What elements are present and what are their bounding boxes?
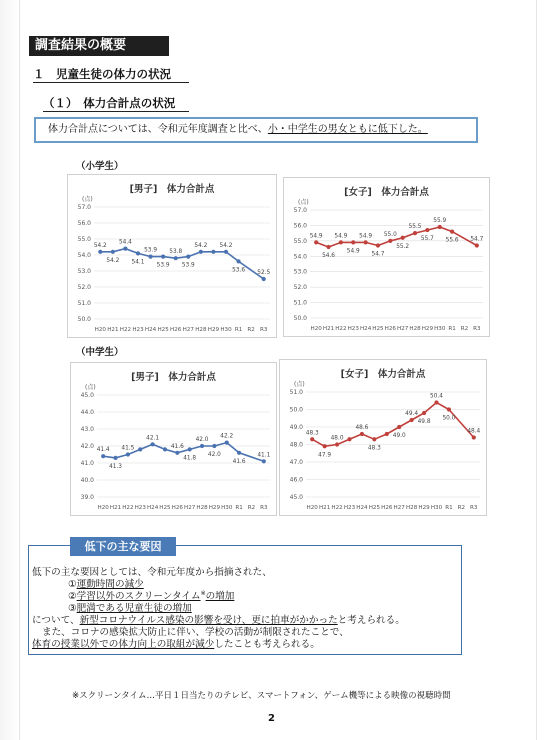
factors-title: 低下の主な要因 [70, 537, 176, 556]
y-tick-label: 54.0 [293, 253, 307, 261]
factor-marker: ③ [68, 603, 77, 614]
x-tick-label: H22 [335, 326, 347, 332]
data-label: 53.6 [232, 267, 246, 274]
x-tick-label: H21 [318, 505, 331, 511]
chart-title: [男子] 体力合計点 [129, 184, 215, 195]
data-point [199, 250, 203, 254]
data-point [186, 255, 190, 259]
x-tick-label: R2 [457, 505, 466, 511]
x-tick-label: R3 [473, 326, 481, 332]
y-tick-label: 49.0 [289, 424, 303, 431]
data-point [326, 245, 330, 249]
x-tick-label: H21 [322, 326, 335, 332]
data-point [163, 447, 167, 451]
data-label: 48.3 [367, 445, 381, 452]
data-label: 54.9 [346, 248, 360, 255]
data-label: 41.5 [121, 445, 135, 452]
data-point [136, 251, 140, 255]
x-tick-label: H26 [384, 326, 396, 332]
x-tick-label: H29 [418, 505, 430, 511]
y-tick-label: 56.0 [77, 220, 91, 227]
chart-title: [女子] 体力合計点 [340, 369, 426, 380]
x-tick-label: H30 [434, 326, 446, 332]
data-label: 41.6 [170, 443, 184, 450]
data-label: 49.4 [405, 411, 419, 417]
chart-junior-boys-svg [71, 363, 276, 515]
y-tick-label: 51.0 [77, 300, 91, 307]
data-label: 50.4 [430, 393, 443, 400]
data-label: 50.0 [442, 415, 456, 422]
x-tick-label: H28 [196, 505, 208, 511]
data-point [447, 407, 451, 411]
x-tick-label: H28 [195, 327, 207, 333]
x-tick-label: R2 [460, 326, 469, 332]
x-tick-label: H27 [182, 327, 194, 333]
data-point [401, 236, 405, 240]
y-tick-label: 51.0 [293, 299, 307, 307]
junior-high-label: （中学生） [76, 347, 124, 358]
data-label: 53.9 [156, 262, 170, 269]
y-tick-label: 51.0 [289, 389, 303, 396]
data-label: 54.9 [309, 233, 323, 240]
data-label: 54.7 [371, 251, 385, 258]
data-label: 54.6 [322, 253, 335, 260]
data-label: 54.9 [334, 233, 348, 240]
y-tick-label: 45.0 [80, 392, 94, 399]
x-tick-label: H27 [184, 505, 196, 511]
x-tick-label: H23 [134, 505, 146, 511]
data-label: 49.0 [392, 433, 406, 439]
y-tick-label: 45.0 [289, 494, 303, 501]
data-point [347, 437, 351, 441]
y-tick-label: 53.0 [293, 268, 307, 276]
x-tick-label: H22 [119, 327, 132, 333]
y-tick-label: 52.0 [293, 284, 307, 292]
chart-elementary-boys-svg [68, 175, 276, 337]
x-tick-label: H23 [132, 327, 144, 333]
x-tick-label: H30 [221, 505, 233, 511]
x-tick-label: H24 [359, 326, 372, 332]
x-tick-label: R1 [234, 327, 243, 333]
data-label: 54.9 [359, 233, 373, 240]
data-label: 53.9 [181, 262, 195, 269]
data-point [335, 442, 339, 446]
x-tick-label: H20 [310, 326, 322, 332]
data-point [113, 456, 117, 460]
data-point [450, 230, 454, 234]
data-point [434, 400, 438, 404]
data-label: 42.0 [207, 452, 221, 458]
section-title-underline [33, 82, 189, 83]
x-tick-label: R3 [259, 327, 268, 333]
x-tick-label: H24 [356, 505, 368, 511]
data-label: 54.1 [131, 259, 145, 266]
data-point [438, 225, 442, 229]
factor-item-3: 肥満である児童生徒の増加 [76, 603, 192, 614]
y-tick-label: 57.0 [77, 204, 91, 211]
data-point [323, 444, 327, 448]
x-tick-label: R2 [247, 327, 255, 333]
data-label: 54.2 [194, 242, 208, 249]
factor-item-1: 運動時間の減少 [76, 579, 144, 590]
x-tick-label: H26 [170, 327, 182, 333]
data-point [224, 250, 228, 254]
y-tick-label: 42.0 [80, 443, 94, 450]
data-point [101, 454, 105, 458]
y-tick-label: 50.0 [293, 315, 307, 322]
chart-title: [女子] 体力合計点 [344, 187, 429, 198]
y-tick-label: 53.0 [77, 268, 91, 275]
data-point [372, 437, 376, 441]
data-point [126, 452, 130, 456]
data-point [339, 240, 343, 244]
y-tick-label: 46.0 [289, 476, 303, 484]
factor-line-7 [32, 636, 320, 650]
data-label: 47.9 [318, 452, 332, 459]
x-tick-label: H26 [381, 505, 393, 511]
data-label: 42.2 [220, 433, 234, 440]
subsection-title-underline [43, 111, 189, 112]
data-point [236, 259, 240, 263]
x-tick-label: H23 [347, 326, 359, 332]
y-tick-label: 40.0 [80, 477, 94, 484]
data-point [364, 240, 368, 244]
data-point [422, 411, 426, 415]
footnote-mark: ※ [200, 589, 206, 597]
data-point [360, 432, 364, 436]
data-label: 54.2 [106, 257, 120, 264]
data-point [151, 442, 155, 446]
data-label: 41.1 [257, 452, 271, 459]
x-tick-label: R1 [445, 505, 453, 511]
y-axis-unit: (点) [294, 381, 305, 388]
data-label: 42.1 [146, 435, 160, 442]
x-tick-label: H28 [405, 505, 418, 511]
data-point [212, 444, 216, 448]
data-label: 52.5 [257, 270, 271, 276]
data-point [262, 459, 266, 463]
subsection-title: （１） 体力合計点の状況 [43, 96, 176, 110]
data-point [425, 228, 429, 232]
x-tick-label: H29 [207, 327, 220, 333]
data-label: 55.2 [396, 243, 410, 250]
data-point [475, 243, 479, 247]
data-point [237, 451, 241, 455]
factor-text: について、 [32, 615, 80, 626]
data-point [148, 255, 152, 259]
factor-text: と考えられる。 [337, 615, 405, 626]
data-point [388, 239, 392, 243]
data-label: 42.0 [195, 437, 209, 443]
data-label: 55.6 [445, 237, 459, 244]
x-tick-label: H30 [430, 505, 443, 511]
data-label: 55.9 [433, 217, 447, 224]
data-point [111, 250, 115, 254]
y-axis-unit: (点) [298, 199, 309, 206]
y-tick-label: 44.0 [80, 409, 94, 416]
summary-emphasis: 小・中学生の男女ともに低下した。 [267, 124, 428, 135]
data-point [174, 256, 178, 260]
x-tick-label: H25 [157, 327, 169, 333]
x-tick-label: H24 [144, 327, 157, 333]
factor-marker: ② [68, 591, 77, 602]
chart-junior-girls [279, 359, 487, 516]
footnote: ※スクリーンタイム…平日１日当たりのテレビ、スマートフォン、ゲーム機等による映像の視聴時間 [72, 691, 451, 701]
factor-text: 低下の主な要因としては、令和元年度から指摘された、 [32, 567, 272, 578]
data-label: 54.7 [470, 236, 484, 243]
x-tick-label: R1 [235, 505, 243, 511]
x-tick-label: H21 [109, 505, 122, 511]
data-point [211, 250, 215, 254]
data-point [314, 240, 318, 244]
data-label: 54.2 [219, 242, 233, 249]
data-label: 54.2 [93, 242, 107, 249]
summary-text: 体力合計点については、令和元年度調査と比べ、 [48, 124, 268, 135]
data-point [351, 240, 355, 244]
x-tick-label: H20 [97, 505, 109, 511]
data-point [98, 250, 102, 254]
data-label: 41.8 [183, 455, 197, 462]
factor-text: したことも考えられる。 [214, 639, 320, 650]
chart-elementary-girls-svg [284, 178, 489, 336]
x-tick-label: H25 [159, 505, 171, 511]
data-label: 55.0 [383, 231, 397, 238]
elementary-label: （小学生） [76, 161, 124, 172]
y-axis-unit: (点) [82, 196, 93, 203]
factor-emphasis: 体育の授業以外での体力向上の取組が減少 [32, 639, 215, 650]
x-tick-label: H21 [107, 327, 119, 333]
x-tick-label: H28 [409, 326, 421, 332]
factor-marker: ① [68, 579, 77, 590]
y-axis-unit: (点) [85, 384, 96, 391]
data-point [200, 444, 204, 448]
section-title: １ 児童生徒の体力の状況 [33, 67, 171, 81]
x-tick-label: H20 [94, 327, 106, 333]
y-tick-label: 47.0 [289, 459, 303, 466]
x-tick-label: H22 [331, 505, 343, 511]
y-tick-label: 39.0 [80, 494, 94, 501]
y-tick-label: 48.0 [289, 441, 303, 449]
page-edge [0, 0, 20, 740]
data-label: 48.4 [467, 428, 481, 435]
chart-junior-boys [70, 362, 277, 516]
x-tick-label: H26 [171, 505, 183, 511]
data-label: 48.3 [305, 430, 319, 437]
data-point [138, 447, 142, 451]
x-tick-label: H22 [122, 505, 134, 511]
data-label: 41.3 [109, 463, 122, 470]
factor-emphasis: 新型コロナウイルス感染の影響を受け、更に拍車がかかった [79, 615, 338, 626]
data-label: 48.0 [330, 435, 344, 442]
data-label: 49.8 [417, 419, 431, 425]
data-point [123, 247, 127, 251]
x-tick-label: H23 [343, 505, 356, 511]
data-point [413, 231, 417, 235]
x-tick-label: R2 [247, 505, 256, 511]
chart-elementary-girls [283, 177, 490, 337]
x-tick-label: H24 [146, 505, 159, 511]
y-tick-label: 50.0 [289, 406, 303, 414]
factor-text: また、コロナの感染拡大防止に伴い、学校の活動が制限されたことで、 [42, 627, 349, 638]
data-point [175, 451, 179, 455]
x-tick-label: H30 [220, 327, 232, 333]
chart-elementary-boys [67, 174, 277, 338]
x-tick-label: H29 [208, 505, 221, 511]
page-number: 2 [268, 713, 275, 724]
data-label: 53.8 [169, 249, 183, 256]
data-label: 53.9 [144, 247, 158, 254]
data-point [397, 425, 401, 429]
factor-item-2: 学習以外のスクリーンタイム [76, 591, 201, 602]
data-point [225, 441, 229, 445]
y-tick-label: 55.0 [77, 236, 91, 243]
y-tick-label: 43.0 [80, 426, 94, 433]
data-label: 54.4 [118, 239, 132, 246]
chart-title: [男子] 体力合計点 [131, 372, 216, 383]
data-label: 41.4 [96, 447, 110, 454]
data-label: 55.7 [420, 236, 434, 243]
factor-item-2-end: の増加 [205, 591, 235, 602]
x-tick-label: H25 [368, 505, 381, 511]
data-point [310, 437, 314, 441]
data-label: 48.6 [355, 425, 369, 431]
y-tick-label: 55.0 [293, 237, 307, 245]
y-tick-label: 54.0 [77, 252, 91, 259]
data-point [385, 432, 389, 436]
x-tick-label: H27 [393, 505, 405, 511]
page-heading: 調査結果の概要 [29, 36, 169, 56]
y-tick-label: 50.0 [77, 316, 91, 323]
x-tick-label: R3 [260, 505, 268, 511]
data-point [472, 435, 476, 439]
data-label: 41.6 [232, 458, 246, 465]
x-tick-label: H25 [372, 326, 384, 332]
x-tick-label: R3 [470, 505, 478, 511]
data-point [262, 277, 266, 281]
data-point [376, 243, 380, 247]
y-tick-label: 41.0 [80, 460, 94, 467]
data-point [161, 255, 165, 259]
x-tick-label: H27 [397, 326, 409, 332]
y-tick-label: 52.0 [77, 284, 91, 291]
data-point [188, 447, 192, 451]
y-tick-label: 57.0 [293, 207, 307, 214]
x-tick-label: H20 [306, 505, 318, 511]
y-tick-label: 56.0 [293, 222, 307, 230]
x-tick-label: R1 [448, 326, 456, 332]
x-tick-label: H29 [421, 326, 434, 332]
chart-junior-girls-svg [280, 360, 486, 515]
summary-box [34, 117, 478, 143]
data-point [410, 418, 414, 422]
data-label: 55.5 [408, 224, 422, 231]
